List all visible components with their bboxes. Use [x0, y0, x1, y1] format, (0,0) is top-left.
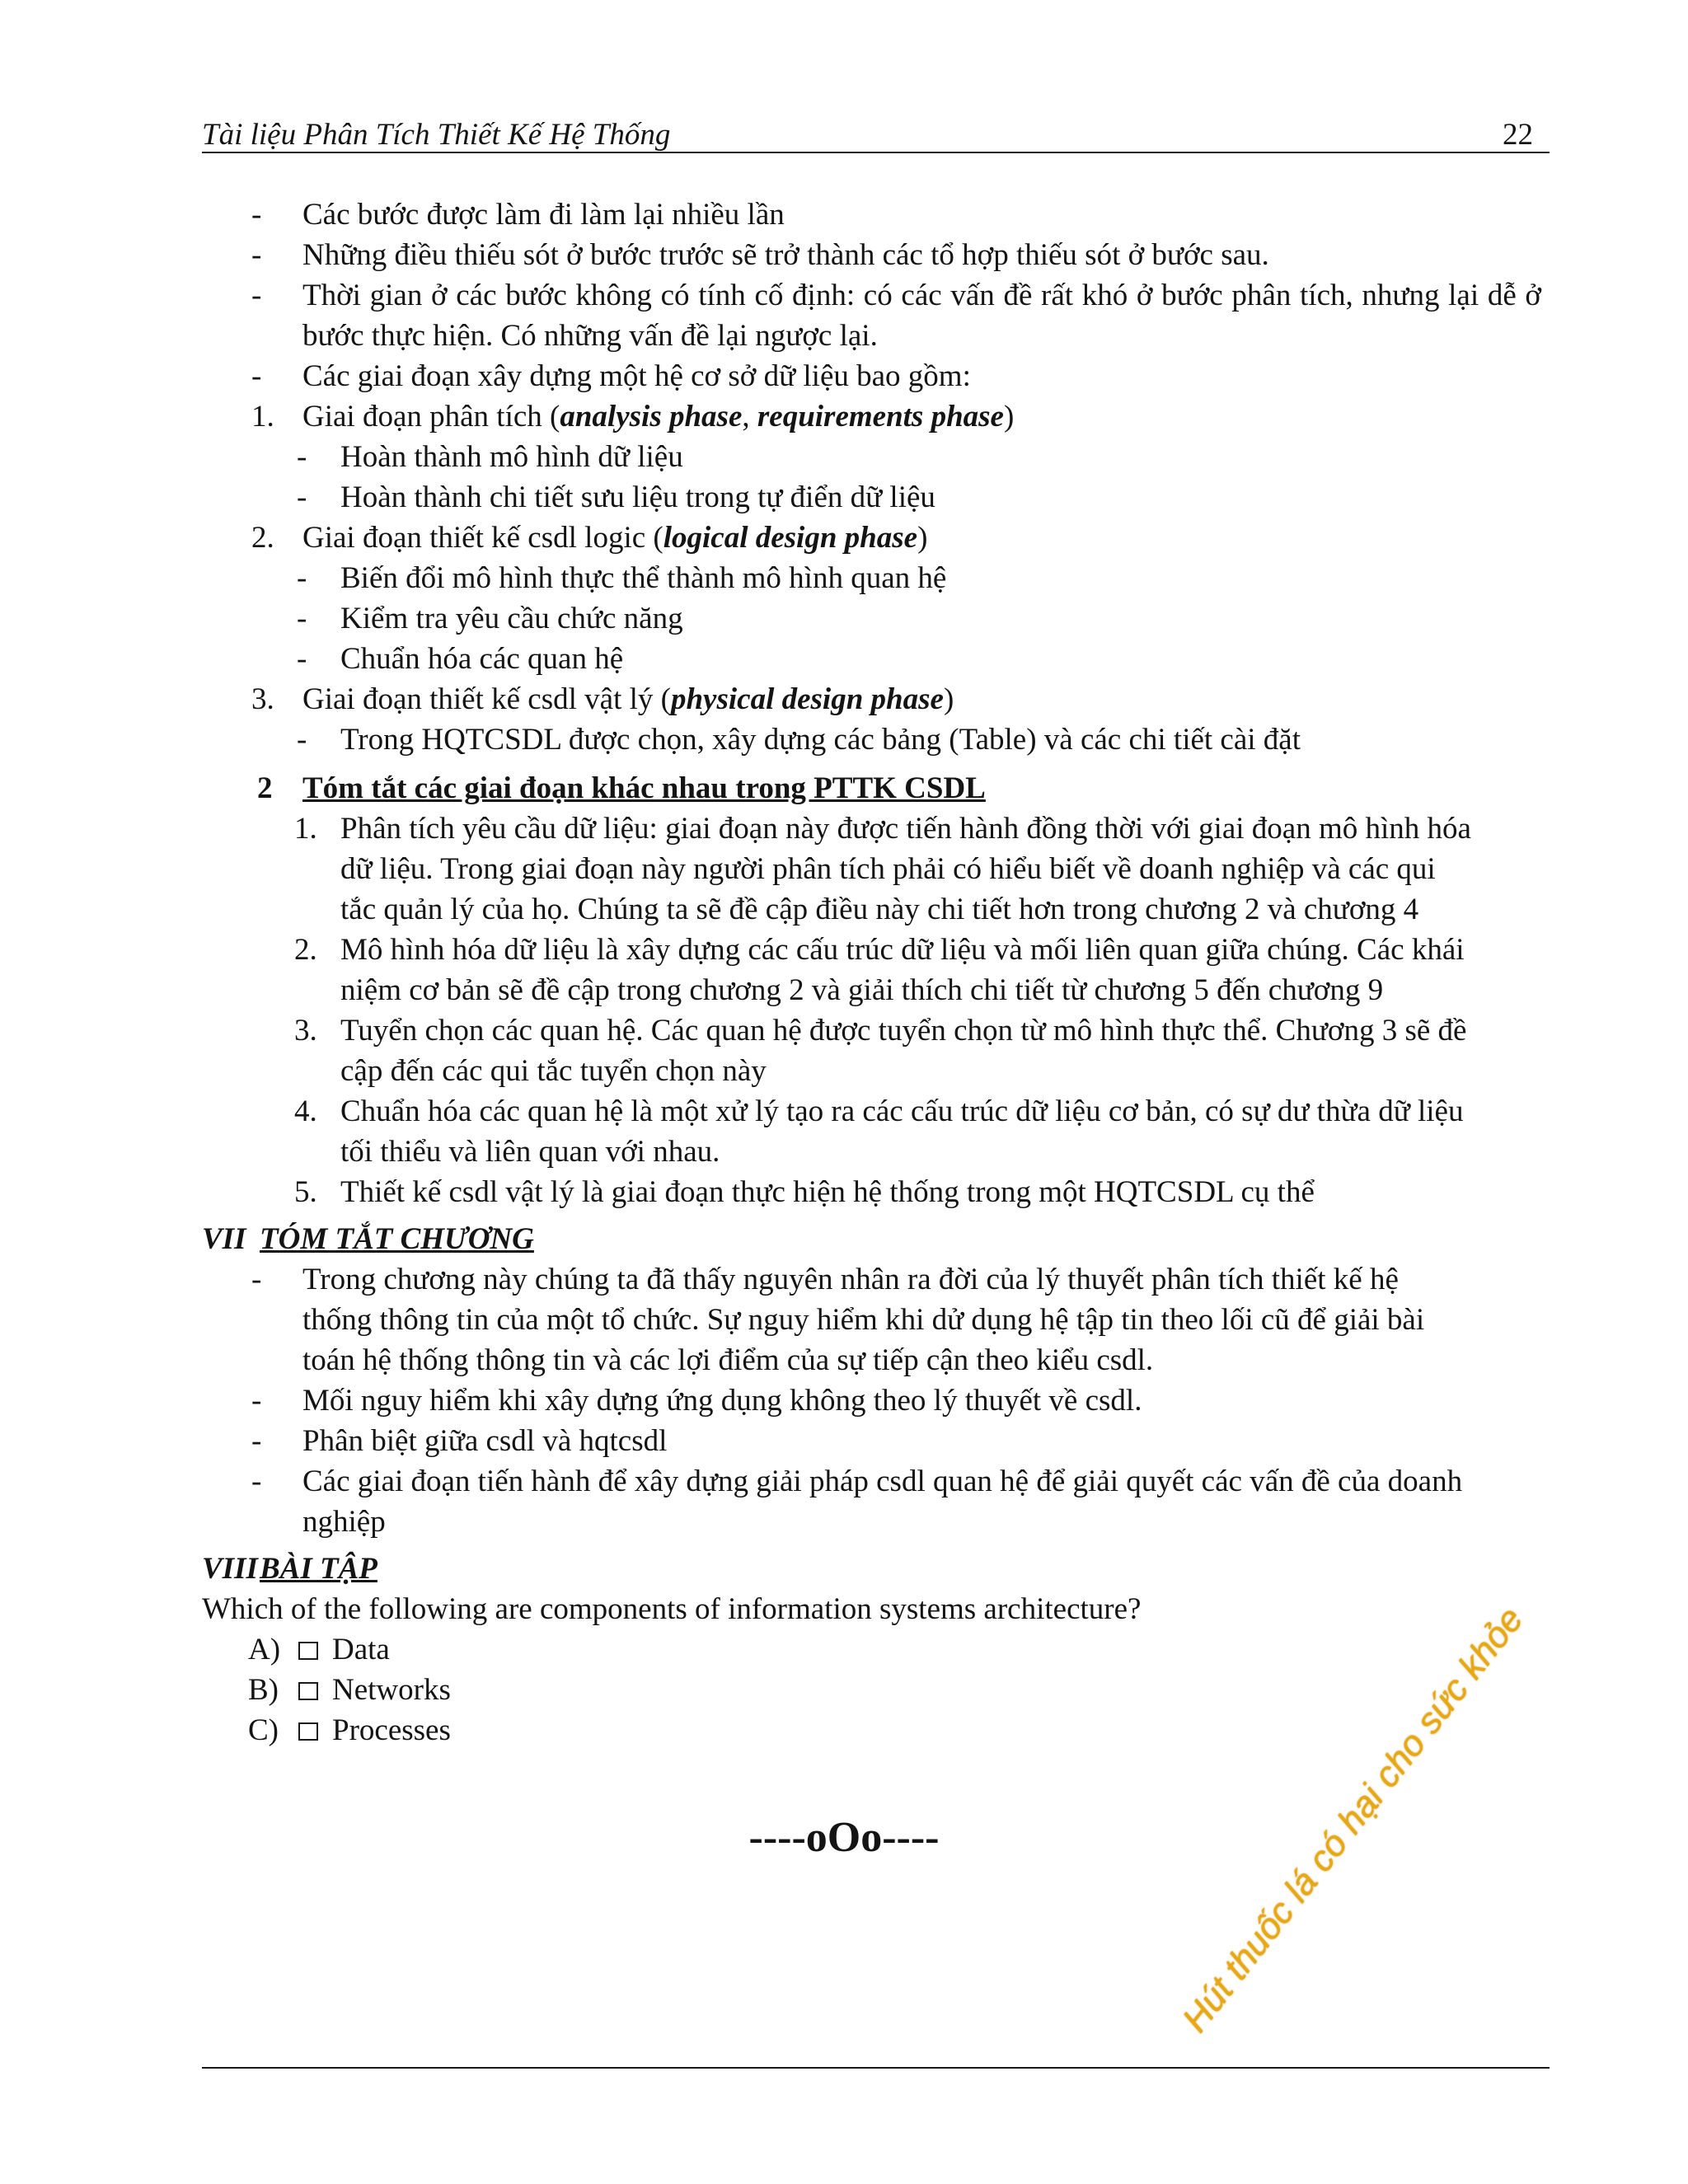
bullet-item	[202, 356, 1541, 396]
bullet-text: Thời gian ở các bước không có tính cố định: có các vấn đề rất khó ở bước phân tích, nhưng lại dễ ở bước thực hiện. Có những vấn đề lại ngược lại.	[302, 279, 1541, 353]
end-divider: ----oOo----	[748, 1814, 940, 1861]
item-number: 5.	[294, 1175, 317, 1209]
sub-item	[202, 719, 1541, 760]
section-number: 2	[257, 771, 273, 805]
numbered-item	[202, 930, 1541, 970]
numbered-item	[202, 808, 1541, 849]
item-continuation	[202, 889, 1541, 930]
phase-suffix: )	[1003, 400, 1015, 434]
phase-text	[302, 679, 1541, 719]
bullet-marker: -	[297, 602, 307, 635]
phase-item	[202, 518, 1541, 558]
sub-item-text: Biến đổi mô hình thực thể thành mô hình quan hệ	[340, 561, 947, 595]
item-number: 3.	[294, 1014, 317, 1047]
answer-option	[202, 1629, 1541, 1670]
numbered-item	[202, 1172, 1541, 1212]
item-line: tắc quản lý của họ. Chúng ta sẽ đề cập điều này chi tiết hơn trong chương 2 và chương 4	[340, 893, 1419, 926]
item-line: dữ liệu. Trong giai đoạn này người phân tích phải có hiểu biết về doanh nghiệp và các qui	[340, 852, 1436, 886]
option-letter: C)	[248, 1713, 279, 1747]
bullet-item	[202, 194, 1541, 235]
bullet-item	[202, 235, 1541, 275]
sub-item	[202, 558, 1541, 598]
phase-suffix: )	[943, 682, 954, 716]
sub-item	[202, 477, 1541, 518]
bullet-line: nghiệp	[302, 1505, 386, 1539]
bullet-continuation	[202, 1502, 1541, 1542]
sub-item-text: Chuẩn hóa các quan hệ	[340, 642, 624, 676]
bullet-marker: -	[251, 359, 262, 393]
item-continuation	[202, 1051, 1541, 1091]
phase-text	[302, 396, 1541, 437]
bullet-marker: -	[251, 1465, 262, 1498]
bullet-marker: -	[251, 238, 262, 272]
phase-item	[202, 396, 1541, 437]
bullet-marker: -	[251, 198, 262, 232]
bullet-line: thống thông tin của một tổ chức. Sự nguy hiểm khi dử dụng hệ tập tin theo lối cũ để giải bài	[302, 1303, 1425, 1337]
phase-term: analysis phase	[560, 400, 743, 434]
bullet-marker: -	[251, 1424, 262, 1458]
document-title: Tài liệu Phân Tích Thiết Kế Hệ Thống	[202, 118, 671, 152]
phase-term: physical design phase	[670, 682, 944, 716]
numbered-item	[202, 1010, 1541, 1051]
bullet-text: Các bước được làm đi làm lại nhiều lần	[302, 198, 785, 232]
summary-bullet	[202, 1421, 1541, 1461]
section-title: Tóm tắt các giai đoạn khác nhau trong PTTK CSDL	[302, 771, 986, 805]
section-title: BÀI TẬP	[260, 1552, 377, 1586]
sub-item	[202, 437, 1541, 477]
phase-number: 1.	[251, 400, 274, 434]
bullet-marker: -	[251, 279, 262, 312]
sub-item	[202, 639, 1541, 679]
item-continuation	[202, 1132, 1541, 1172]
phase-suffix: )	[917, 521, 928, 555]
option-label: Networks	[332, 1673, 451, 1707]
option-letter: B)	[248, 1673, 279, 1707]
phase-label: Giai đoạn thiết kế csdl logic (	[302, 521, 663, 555]
phase-label: Giai đoạn thiết kế csdl vật lý (	[302, 682, 671, 716]
summary-bullet	[202, 1259, 1541, 1300]
phase-item	[202, 679, 1541, 719]
bullet-marker: -	[297, 642, 307, 676]
checkbox-icon[interactable]	[298, 1722, 318, 1741]
bullet-marker: -	[251, 1384, 262, 1418]
phase-label: Giai đoạn phân tích (	[302, 400, 560, 434]
bullet-marker: -	[297, 440, 307, 474]
item-line: Thiết kế csdl vật lý là giai đoạn thực hiện hệ thống trong một HQTCSDL cụ thể	[340, 1175, 1315, 1209]
bullet-line: toán hệ thống thông tin và các lợi điểm của sự tiếp cận theo kiểu csdl.	[302, 1343, 1154, 1377]
bullet-item	[202, 275, 1541, 356]
phase-number: 3.	[251, 682, 274, 716]
exercise-question: Which of the following are components of information systems architecture?	[202, 1592, 1142, 1626]
bullet-line: Trong chương này chúng ta đã thấy nguyên nhân ra đời của lý thuyết phân tích thiết kế hệ	[302, 1263, 1399, 1296]
phase-term: logical design phase	[663, 521, 918, 555]
section-heading	[202, 1219, 1541, 1259]
bullet-marker: -	[251, 1263, 262, 1296]
bullet-marker: -	[297, 723, 307, 757]
option-label: Data	[332, 1633, 390, 1666]
bullet-line: Các giai đoạn tiến hành để xây dựng giải pháp csdl quan hệ để giải quyết các vấn đề của doanh	[302, 1465, 1463, 1498]
sub-item-text: Kiểm tra yêu cầu chức năng	[340, 602, 683, 635]
bullet-line: Mối nguy hiểm khi xây dựng ứng dụng không theo lý thuyết về csdl.	[302, 1384, 1142, 1418]
phase-separator: ,	[742, 400, 757, 434]
option-letter: A)	[248, 1633, 281, 1666]
answer-option	[202, 1670, 1541, 1710]
item-number: 4.	[294, 1094, 317, 1128]
section-number: VII	[202, 1222, 246, 1256]
item-line: Phân tích yêu cầu dữ liệu: giai đoạn này được tiến hành đồng thời với giai đoạn mô hình hóa	[340, 812, 1471, 846]
item-number: 1.	[294, 812, 317, 846]
answer-option	[202, 1710, 1541, 1750]
phase-term: requirements phase	[757, 400, 1004, 434]
sub-item-text: Hoàn thành chi tiết sưu liệu trong tự điển dữ liệu	[340, 480, 935, 514]
bullet-text: Những điều thiếu sót ở bước trước sẽ trở thành các tổ hợp thiếu sót ở bước sau.	[302, 238, 1269, 272]
item-continuation	[202, 970, 1541, 1010]
phase-text	[302, 518, 1541, 558]
item-line: Tuyển chọn các quan hệ. Các quan hệ được tuyển chọn từ mô hình thực thể. Chương 3 sẽ đề	[340, 1014, 1467, 1047]
bullet-continuation	[202, 1300, 1541, 1340]
section-heading	[202, 768, 1541, 808]
checkbox-icon[interactable]	[298, 1682, 318, 1700]
numbered-item	[202, 1091, 1541, 1132]
summary-bullet	[202, 1461, 1541, 1502]
bullet-continuation	[202, 1340, 1541, 1380]
bullet-marker: -	[297, 480, 307, 514]
sub-item-text: Hoàn thành mô hình dữ liệu	[340, 440, 683, 474]
item-line: Mô hình hóa dữ liệu là xây dựng các cấu trúc dữ liệu và mối liên quan giữa chúng. Các khái	[340, 933, 1465, 967]
summary-bullet	[202, 1380, 1541, 1421]
footer-rule	[202, 2067, 1550, 2069]
bullet-marker: -	[297, 561, 307, 595]
checkbox-icon[interactable]	[298, 1642, 318, 1660]
item-number: 2.	[294, 933, 317, 967]
sub-item	[202, 598, 1541, 639]
item-line: Chuẩn hóa các quan hệ là một xử lý tạo ra các cấu trúc dữ liệu cơ bản, có sự dư thừa dữ liệu	[340, 1094, 1464, 1128]
bullet-line: Phân biệt giữa csdl và hqtcsdl	[302, 1424, 668, 1458]
item-line: tối thiểu và liên quan với nhau.	[340, 1135, 720, 1169]
section-title: TÓM TẮT CHƯƠNG	[260, 1222, 534, 1256]
section-number: VIII	[202, 1552, 258, 1586]
section-heading	[202, 1549, 1541, 1589]
option-label: Processes	[332, 1713, 451, 1747]
bullet-text: Các giai đoạn xây dựng một hệ cơ sở dữ liệu bao gồm:	[302, 359, 971, 393]
item-line: niệm cơ bản sẽ đề cập trong chương 2 và giải thích chi tiết từ chương 5 đến chương 9	[340, 973, 1384, 1007]
item-continuation	[202, 849, 1541, 889]
sub-item-text: Trong HQTCSDL được chọn, xây dựng các bảng (Table) và các chi tiết cài đặt	[340, 723, 1301, 757]
health-warning-watermark: Hút thuốc lá có hại cho sức khỏe	[1175, 1599, 1531, 2040]
page-header	[202, 114, 1550, 153]
item-line: cập đến các qui tắc tuyển chọn này	[340, 1054, 767, 1088]
page-content	[202, 194, 1541, 1750]
page-number: 22	[1503, 118, 1533, 152]
phase-number: 2.	[251, 521, 274, 555]
